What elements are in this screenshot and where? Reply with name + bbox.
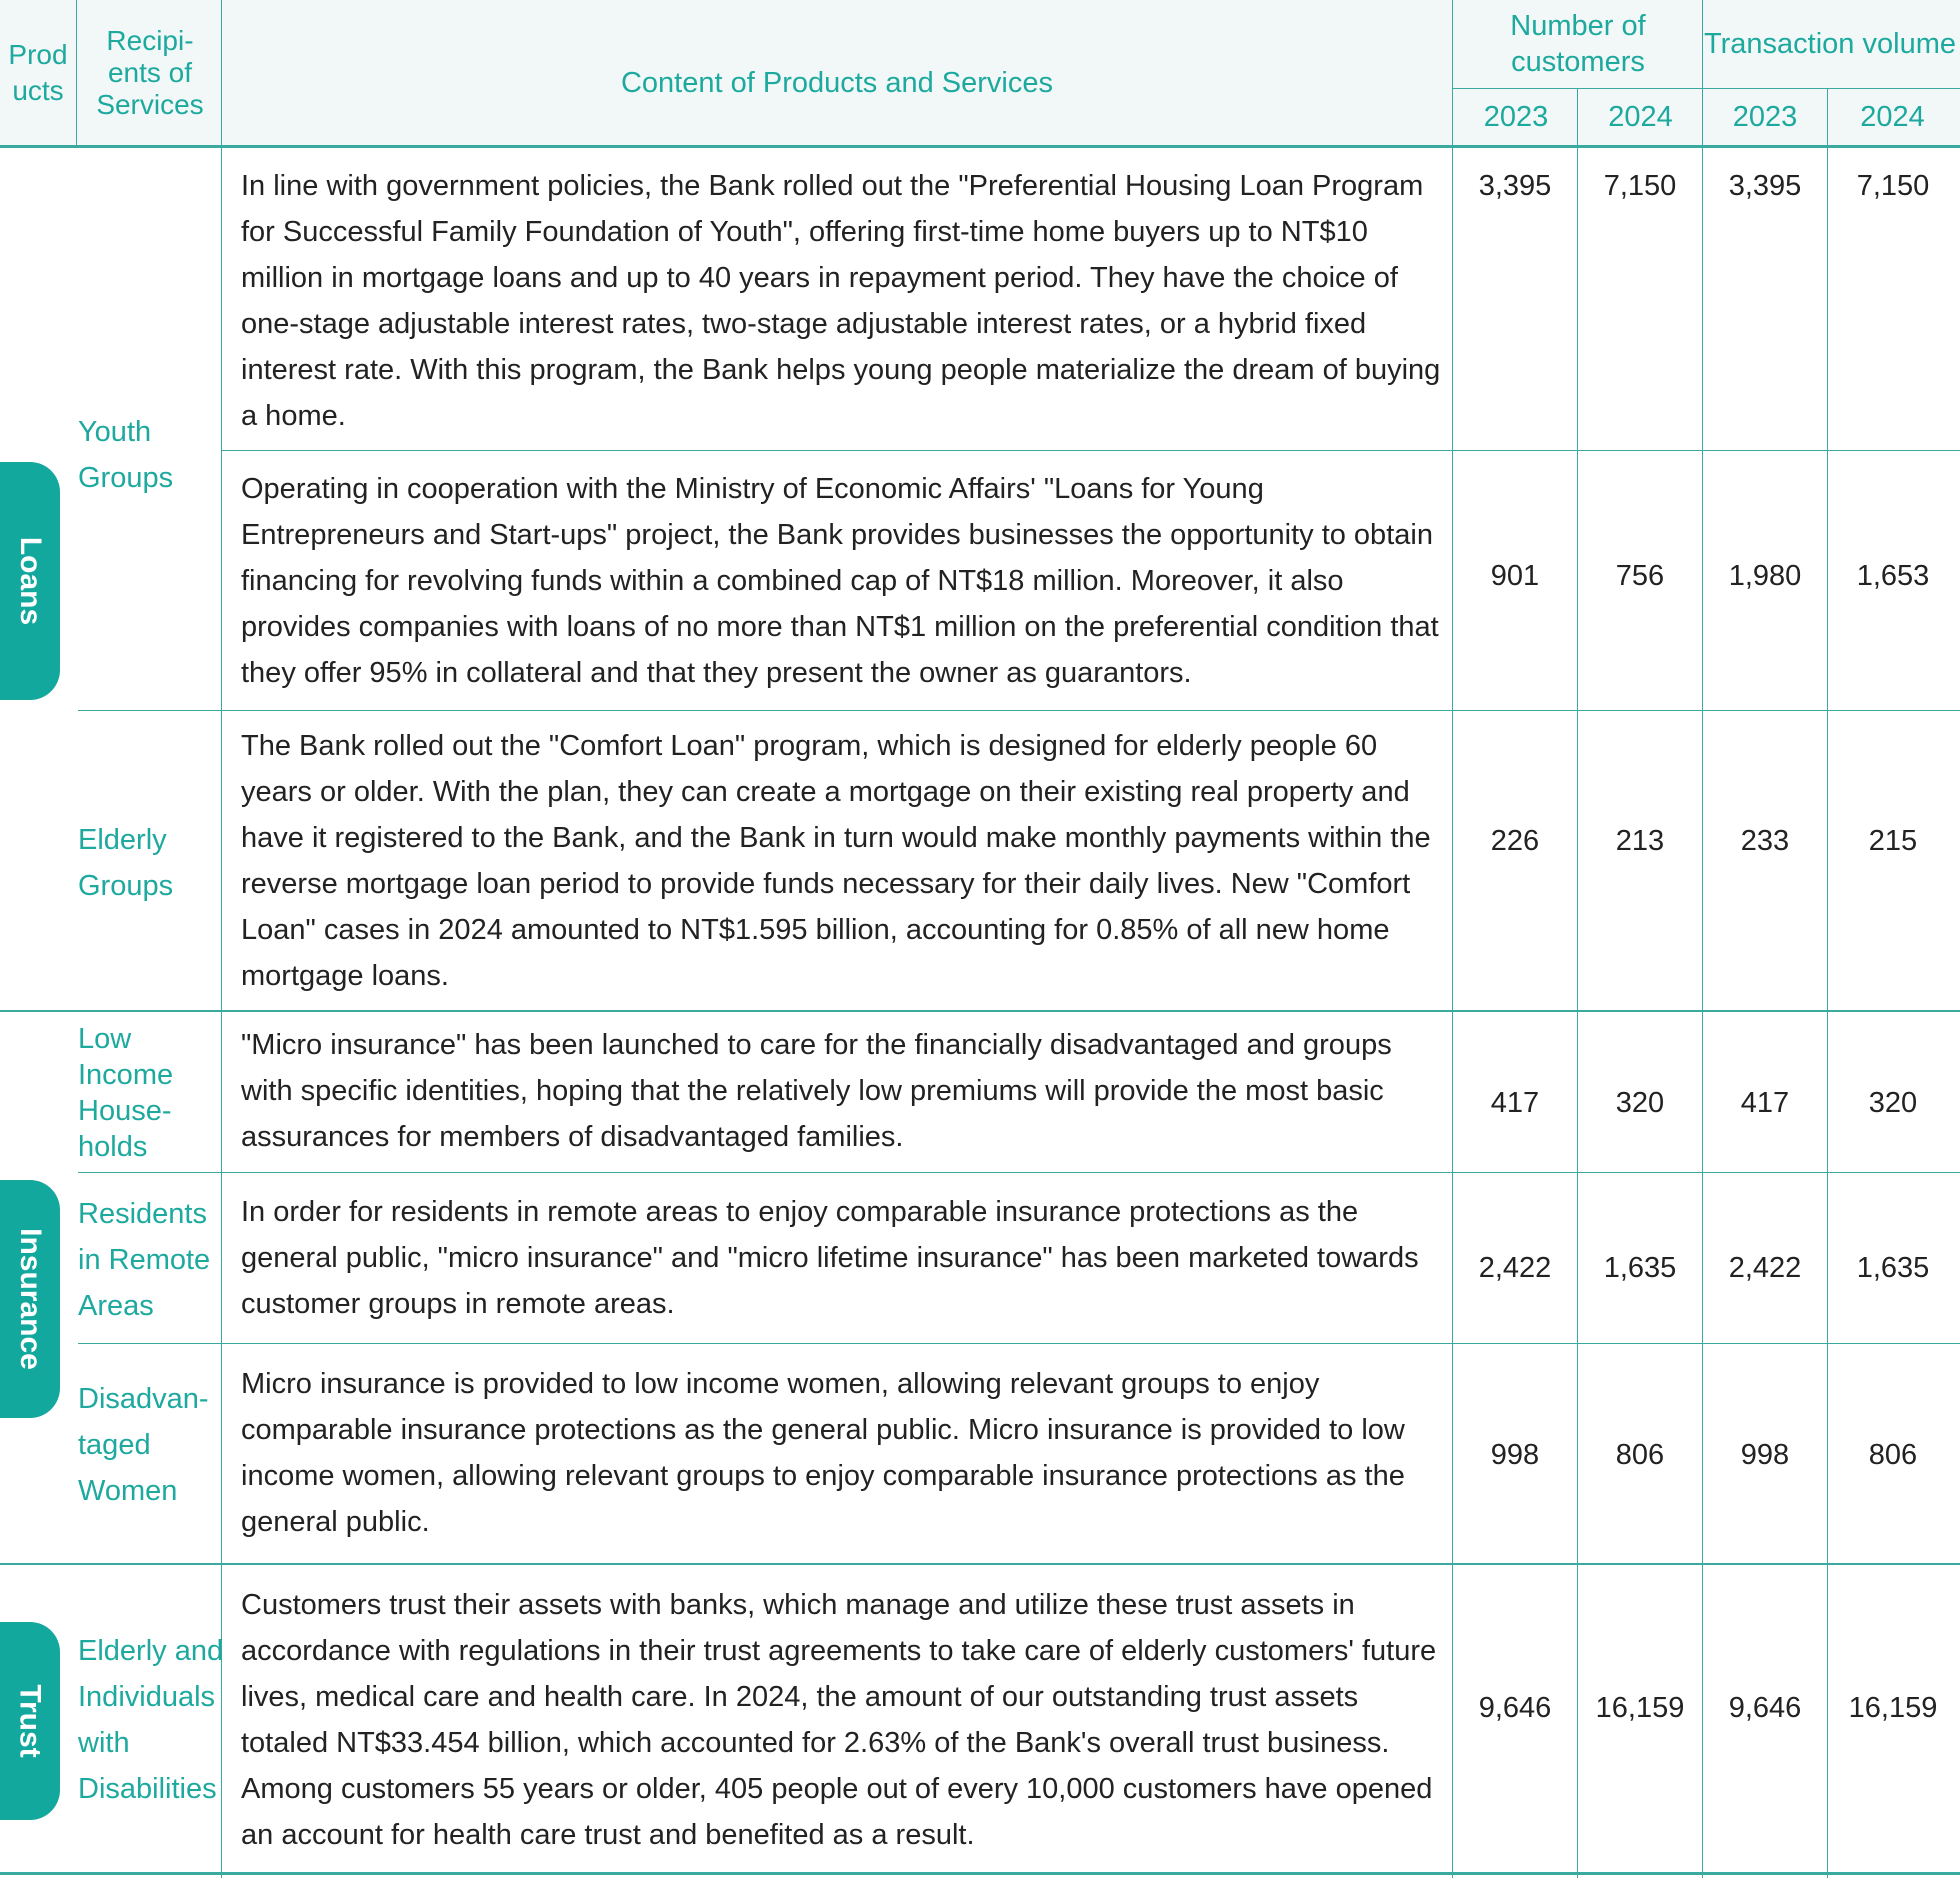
- value-customers-2024: 756: [1615, 559, 1665, 592]
- value-volume-2024: 215: [1868, 824, 1918, 857]
- header-year: 2023: [1483, 100, 1549, 133]
- divider: [1827, 88, 1828, 1878]
- value-customers-2024: 213: [1615, 824, 1665, 857]
- product-label-loans: Loans: [0, 462, 60, 700]
- header-year: 2024: [1860, 100, 1925, 133]
- header-products: Prod ucts: [8, 38, 68, 106]
- recipient-youth: Youth Groups: [78, 416, 174, 494]
- value-customers-2024: 7,150: [1603, 169, 1677, 202]
- value-volume-2023: 3,395: [1728, 169, 1802, 202]
- row-content: "Micro insurance" has been launched to care for the financially disadvantaged and groups with specific identities, hoping that the relatively low premiums will provide the most basic assurances for members of disadvantaged families.: [241, 1029, 1392, 1153]
- value-volume-2023: 2,422: [1728, 1251, 1802, 1284]
- value-customers-2023: 3,395: [1478, 169, 1552, 202]
- row-divider: [78, 1172, 1960, 1173]
- value-volume-2023: 233: [1740, 824, 1790, 857]
- section-divider: [0, 1563, 1960, 1565]
- row-content: Operating in cooperation with the Ministry of Economic Affairs' "Loans for Young Entrepreneurs and Start-ups" project, the Bank provides businesses the opportunity to obtain financing for revolving funds within a combined cap of NT$18 million. Moreover, it also provides companies with loans of no more than NT$1 million on the preferential condition that they offer 95% in collateral and that they present the owner as guarantors.: [241, 473, 1439, 689]
- product-label-insurance: Insurance: [0, 1180, 60, 1418]
- recipient-trust: Elderly and Individuals with Disabilities: [78, 1635, 224, 1805]
- value-volume-2023: 417: [1740, 1086, 1790, 1119]
- value-customers-2023: 2,422: [1478, 1251, 1552, 1284]
- header-year: 2023: [1732, 100, 1798, 133]
- divider: [1702, 0, 1703, 1878]
- header-num-customers: Number of customers: [1510, 10, 1646, 78]
- value-volume-2024: 1,635: [1856, 1251, 1930, 1284]
- value-volume-2024: 16,159: [1848, 1691, 1938, 1724]
- row-content: Micro insurance is provided to low income women, allowing relevant groups to enjoy comparable insurance protections as the general public. Micro insurance is provided to low income women, allowing relevant groups to enjoy comparable insurance protections as the general public.: [241, 1368, 1405, 1538]
- recipient-low-income: Low Income House- holds: [78, 1023, 174, 1163]
- divider: [1577, 88, 1578, 1878]
- value-customers-2024: 320: [1615, 1086, 1665, 1119]
- recipient-women: Disadvan- taged Women: [78, 1383, 209, 1507]
- row-divider: [222, 450, 1960, 451]
- row-content: In order for residents in remote areas to enjoy comparable insurance protections as the general public, "micro insurance" and "micro lifetime insurance" has been marketed towards customer groups in remote areas.: [241, 1196, 1419, 1320]
- header-content: Content of Products and Services: [620, 66, 1053, 99]
- value-volume-2024: 320: [1868, 1086, 1918, 1119]
- value-customers-2023: 9,646: [1478, 1691, 1552, 1724]
- value-volume-2023: 998: [1740, 1438, 1790, 1471]
- row-divider: [78, 710, 1960, 711]
- value-customers-2023: 998: [1490, 1438, 1540, 1471]
- value-customers-2023: 901: [1490, 559, 1540, 592]
- value-customers-2024: 806: [1615, 1438, 1665, 1471]
- header-bottom-border: [0, 145, 1960, 148]
- row-divider: [78, 1343, 1960, 1344]
- value-volume-2024: 1,653: [1856, 559, 1930, 592]
- header-transaction-volume: Transaction volume: [1704, 28, 1956, 60]
- header-recipients: Recipi- ents of Services: [96, 24, 204, 120]
- header-year: 2024: [1608, 100, 1673, 133]
- product-label-trust: Trust: [0, 1622, 60, 1820]
- divider: [76, 0, 77, 145]
- recipient-remote: Residents in Remote Areas: [78, 1198, 211, 1322]
- row-content: Customers trust their assets with banks, which manage and utilize these trust assets in accordance with regulations in their trust agreements to take care of elderly customers' future lives, medical care and health care. In 2024, the amount of our outstanding trust assets totaled NT$33.454 billion, which accounted for 2.63% of the Bank's overall trust business. Among customers 55 years or older, 405 people out of every 10,000 customers have opened an account for health care trust and benefited as a result.: [241, 1589, 1437, 1851]
- table-bottom-border: [0, 1872, 1960, 1875]
- row-content: In line with government policies, the Bank rolled out the "Preferential Housing Loan Program for Successful Family Foundation of Youth", offering first-time home buyers up to NT$10 million in mortgage loans and up to 40 years in repayment period. They have the choice of one-stage adjustable interest rates, two-stage adjustable interest rates, or a hybrid fixed interest rate. With this program, the Bank helps young people materialize the dream of buying a home.: [241, 170, 1441, 432]
- divider: [1452, 0, 1453, 1878]
- row-content: The Bank rolled out the "Comfort Loan" program, which is designed for elderly people 60 years or older. With the plan, they can create a mortgage on their existing real property and have it registered to the Bank, and the Bank in turn would make monthly payments within the reverse mortgage loan period to provide funds necessary for their daily lives. New "Comfort Loan" cases in 2024 amounted to NT$1.595 billion, accounting for 0.85% of all new home mortgage loans.: [241, 730, 1431, 992]
- value-customers-2024: 1,635: [1603, 1251, 1677, 1284]
- value-volume-2023: 1,980: [1728, 559, 1802, 592]
- recipient-elderly: Elderly Groups: [78, 824, 174, 902]
- section-divider: [0, 1010, 1960, 1012]
- value-customers-2023: 417: [1490, 1086, 1540, 1119]
- value-volume-2024: 7,150: [1856, 169, 1930, 202]
- header-subdivider: [1453, 88, 1960, 89]
- value-customers-2024: 16,159: [1595, 1691, 1685, 1724]
- value-customers-2023: 226: [1490, 824, 1540, 857]
- value-volume-2023: 9,646: [1728, 1691, 1802, 1724]
- value-volume-2024: 806: [1868, 1438, 1918, 1471]
